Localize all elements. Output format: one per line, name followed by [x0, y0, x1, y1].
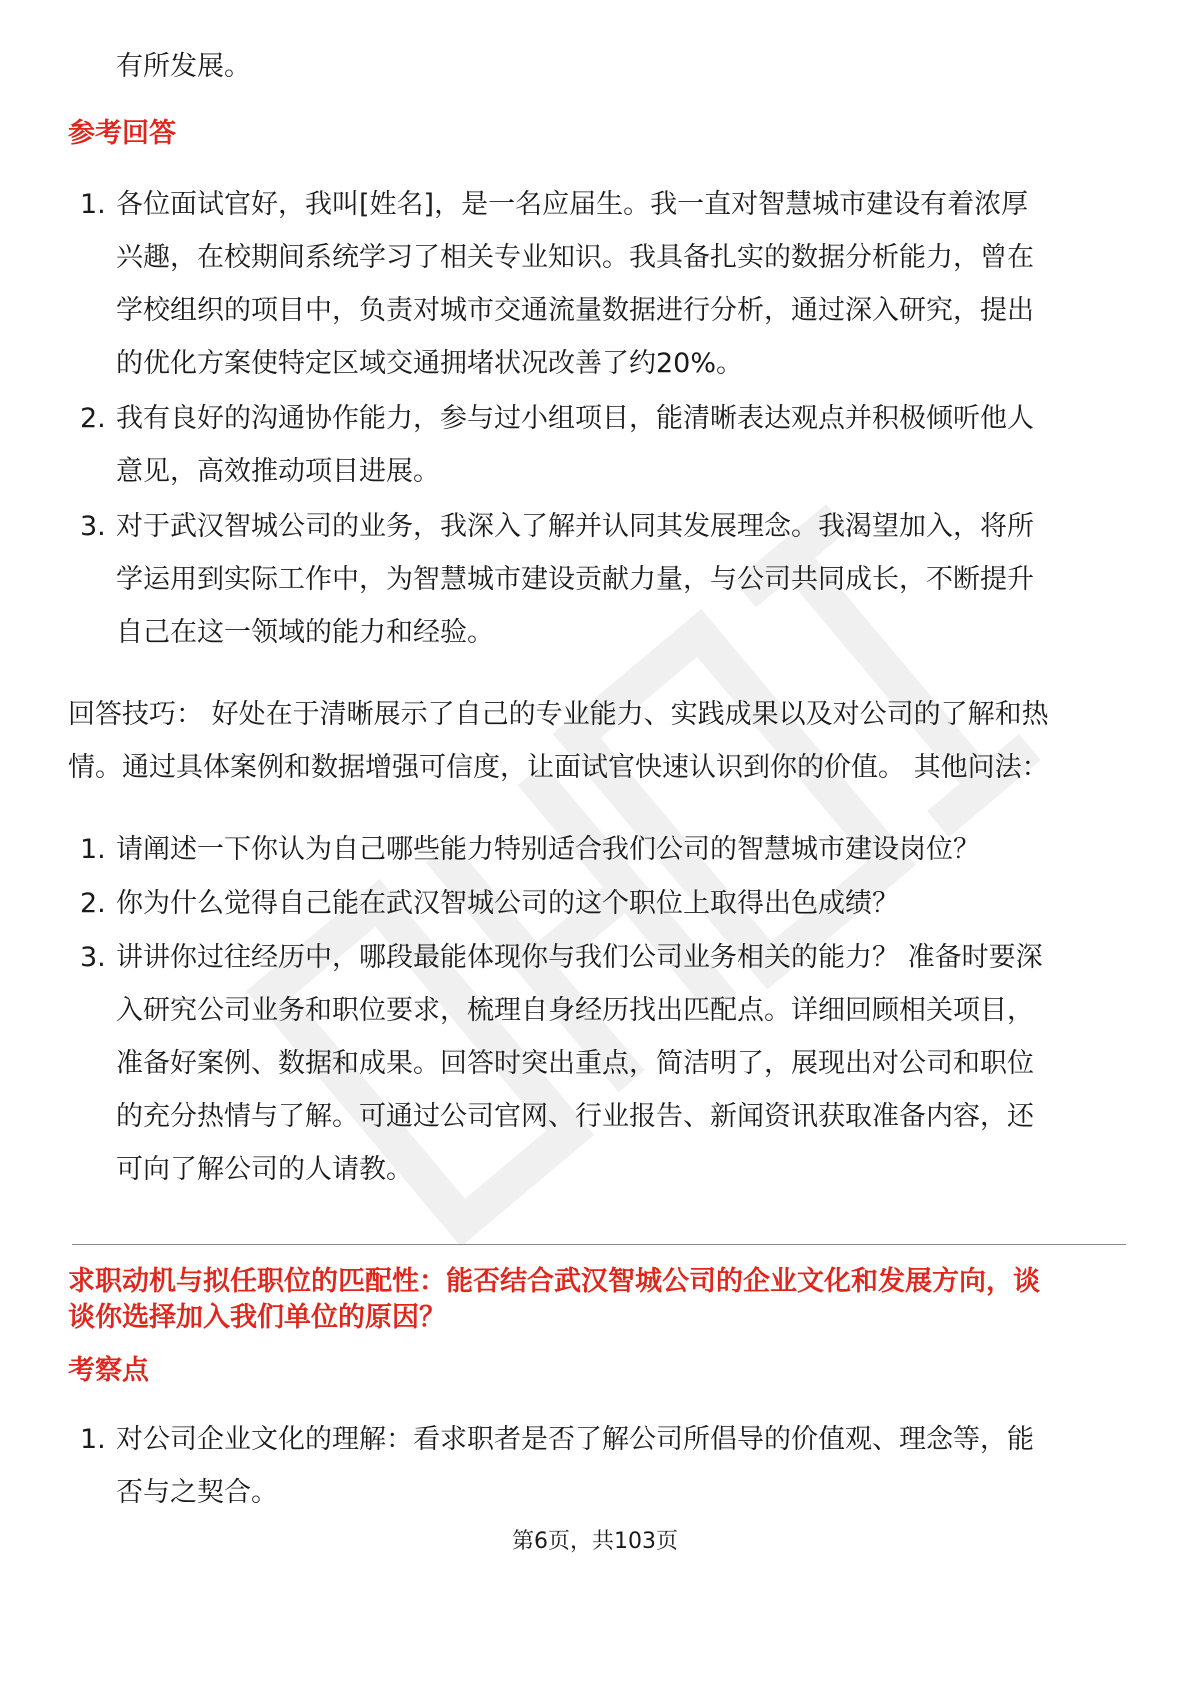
question-line: 可向了解公司的人请教。 — [116, 1154, 413, 1185]
question-line: 的充分热情与了解。可通过公司官网、行业报告、新闻资讯获取准备内容，还 — [116, 1101, 1034, 1132]
list-number: 2. — [80, 888, 106, 919]
tips-line: 回答技巧： 好处在于清晰展示了自己的专业能力、实践成果以及对公司的了解和热 — [68, 699, 1049, 730]
answer-line: 我有良好的沟通协作能力，参与过小组项目，能清晰表达观点并积极倾听他人 — [116, 403, 1034, 434]
tips-line: 情。通过具体案例和数据增强可信度，让面试官快速认识到你的价值。 其他问法： — [68, 752, 1049, 783]
answer-line: 学运用到实际工作中，为智慧城市建设贡献力量，与公司共同成长，不断提升 — [116, 564, 1034, 595]
exam-point-line: 对公司企业文化的理解：看求职者是否了解公司所倡导的价值观、理念等，能 — [116, 1424, 1034, 1455]
continuation-text: 有所发展。 — [116, 51, 251, 82]
exam-point-line: 否与之契合。 — [116, 1477, 278, 1508]
exam-points-heading: 考察点 — [68, 1355, 149, 1386]
question-line: 讲讲你过往经历中，哪段最能体现你与我们公司业务相关的能力？ 准备时要深 — [116, 942, 1043, 973]
list-number: 3. — [80, 942, 106, 973]
question-heading-line: 求职动机与拟任职位的匹配性：能否结合武汉智城公司的企业文化和发展方向，谈 — [68, 1266, 1040, 1297]
list-number: 1. — [80, 189, 106, 220]
list-number: 3. — [80, 511, 106, 542]
section-divider — [72, 1244, 1126, 1245]
answer-line: 学校组织的项目中，负责对城市交通流量数据进行分析，通过深入研究，提出 — [116, 295, 1034, 326]
reference-answer-heading: 参考回答 — [68, 118, 176, 149]
answer-line: 意见，高效推动项目进展。 — [116, 456, 440, 487]
answer-line: 自己在这一领域的能力和经验。 — [116, 617, 494, 648]
question-heading-line: 谈你选择加入我们单位的原因？ — [68, 1302, 446, 1333]
answer-line: 对于武汉智城公司的业务，我深入了解并认同其发展理念。我渴望加入，将所 — [116, 511, 1034, 542]
list-number: 2. — [80, 403, 106, 434]
page-footer: 第6页，共103页 — [512, 1529, 678, 1554]
answer-line: 的优化方案使特定区域交通拥堵状况改善了约20%。 — [116, 348, 744, 379]
list-number: 1. — [80, 1424, 106, 1455]
list-number: 1. — [80, 834, 106, 865]
question-line: 请阐述一下你认为自己哪些能力特别适合我们公司的智慧城市建设岗位？ — [116, 834, 980, 865]
question-line: 你为什么觉得自己能在武汉智城公司的这个职位上取得出色成绩？ — [116, 888, 899, 919]
question-line: 入研究公司业务和职位要求，梳理自身经历找出匹配点。详细回顾相关项目， — [116, 995, 1034, 1026]
answer-line: 兴趣，在校期间系统学习了相关专业知识。我具备扎实的数据分析能力，曾在 — [116, 242, 1034, 273]
question-line: 准备好案例、数据和成果。回答时突出重点，简洁明了，展现出对公司和职位 — [116, 1048, 1034, 1079]
answer-line: 各位面试官好，我叫[姓名]，是一名应届生。我一直对智慧城市建设有着浓厚 — [116, 189, 1029, 220]
